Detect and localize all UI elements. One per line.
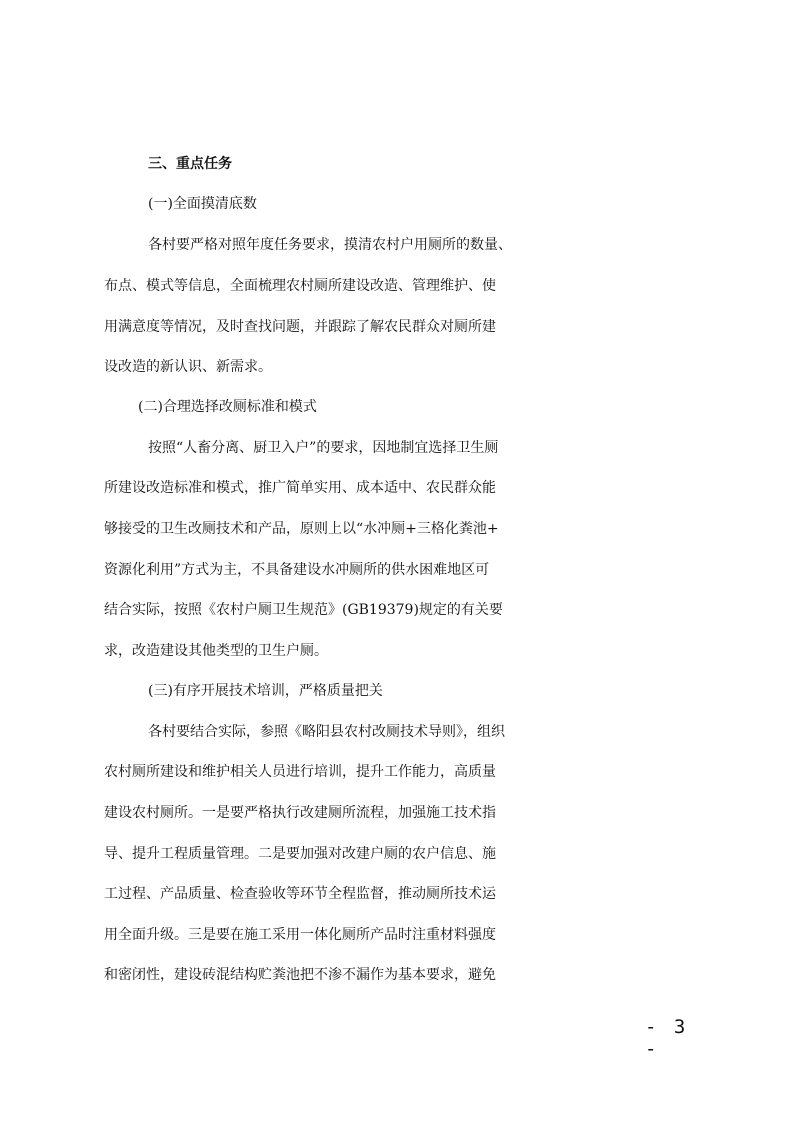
paragraph-line: 用全面升级。三是要在施工采用一体化厕所产品时注重材料强度 — [104, 927, 496, 943]
paragraph-line: 求，改造建设其他类型的卫生户厕。 — [104, 643, 328, 659]
paragraph-line: 按照“人畜分离、厨卫入户”的要求，因地制宜选择卫生厕 — [148, 440, 499, 456]
paragraph-line: 用满意度等情况，及时查找问题，并跟踪了解农民群众对厕所建 — [104, 319, 496, 335]
paragraph-line: 工过程、产品质量、检查验收等环节全程监督，推动厕所技术运 — [104, 886, 496, 902]
paragraph-line: 够接受的卫生改厕技术和产品，原则上以“水冲厕+三格化粪池+ — [104, 521, 499, 537]
paragraph-line: 布点、模式等信息，全面梳理农村厕所建设改造、管理维护、使 — [104, 278, 496, 294]
paragraph-line: 资源化利用”方式为主，不具备建设水冲厕所的供水困难地区可 — [104, 562, 490, 578]
paragraph-line: 结合实际，按照《农村户厕卫生规范》(GB19379)规定的有关要 — [104, 602, 503, 618]
subsection-title-3: (三)有序开展技术培训，严格质量把关 — [148, 683, 383, 699]
paragraph-line: 和密闭性，建设砖混结构贮粪池把不渗不漏作为基本要求，避免 — [104, 967, 496, 983]
subsection-title-2: (二)合理选择改厕标准和模式 — [138, 399, 317, 415]
paragraph-line: 农村厕所建设和维护相关人员进行培训，提升工作能力，高质量 — [104, 764, 496, 780]
paragraph-line: 各村要严格对照年度任务要求，摸清农村户用厕所的数量、 — [148, 237, 512, 253]
subsection-title-1: (一)全面摸清底数 — [148, 196, 257, 212]
paragraph-line: 各村要结合实际，参照《略阳县农村改厕技术导则》，组织 — [148, 724, 505, 740]
paragraph-line: 建设农村厕所。一是要严格执行改建厕所流程，加强施工技术指 — [104, 805, 496, 821]
page-number: - 3 - — [645, 1016, 689, 1060]
paragraph-line: 设改造的新认识、新需求。 — [104, 359, 272, 375]
paragraph-line: 导、提升工程质量管理。二是要加强对改建户厕的农户信息、施 — [104, 846, 496, 862]
section-heading: 三、重点任务 — [148, 156, 232, 172]
paragraph-line: 所建设改造标准和模式，推广简单实用、成本适中、农民群众能 — [104, 480, 496, 496]
